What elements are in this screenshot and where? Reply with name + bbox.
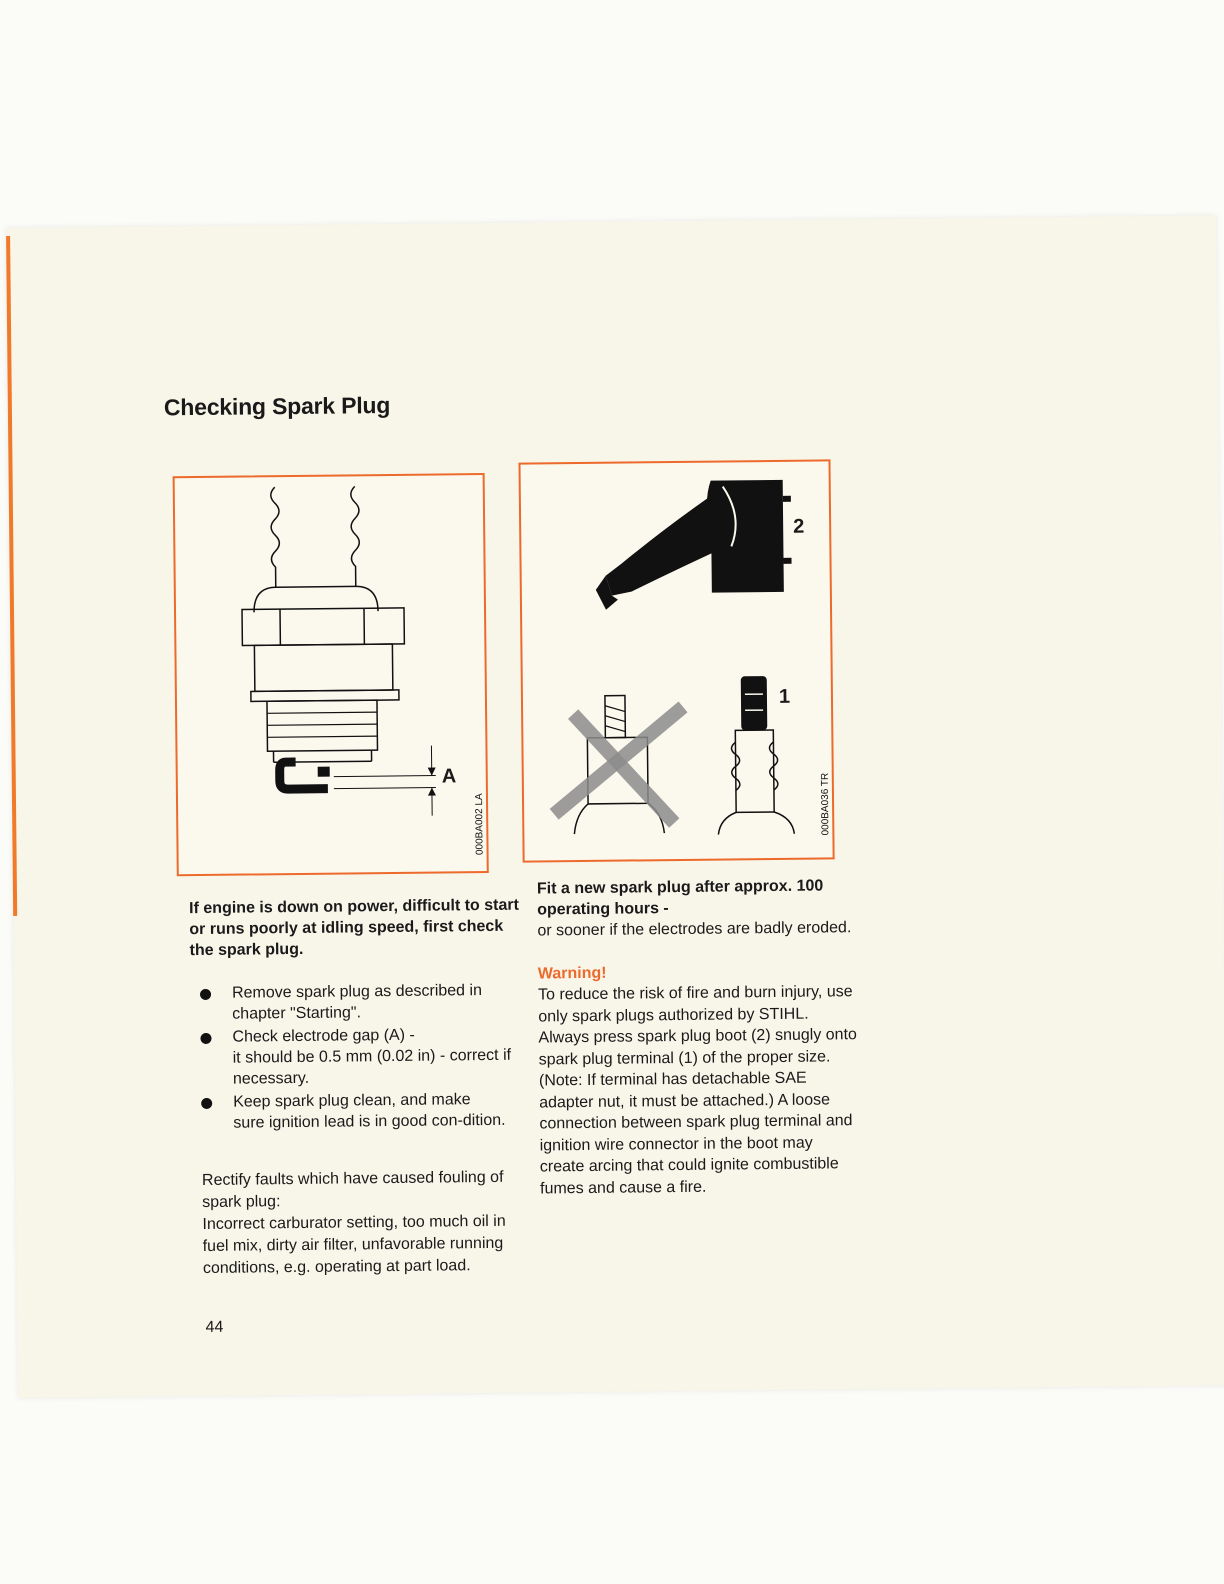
rectify-paragraph <box>202 1167 523 1280</box>
list-item: Check electrode gap (A) - it should be 0.5 mm (0.02 in) - correct if necessary. <box>196 1024 517 1090</box>
terminal-label-1: 1 <box>778 685 791 708</box>
bullet-icon <box>200 1033 211 1044</box>
lead-paragraph: If engine is down on power, difficult to start or runs poorly at idling speed, first check the spark plug. <box>189 896 519 960</box>
page-title: Checking Spark Plug <box>163 391 391 421</box>
rectify-intro: Rectify faults which have caused fouling of spark plug: <box>201 1168 504 1211</box>
right-column <box>537 875 860 1199</box>
replacement-interval: Fit a new spark plug after approx. 100 operating hours - <box>536 877 824 919</box>
warning-text: To reduce the risk of fire and burn injury, use only spark plugs authorized by STIHL. Always press spark plug boot (2) snugly onto spark plug terminal (1) of the proper size. (Note: If terminal has detachable SAE adapter nut, it must be attached.) A loose connection between spark plug terminal and ignition wire connector in the boot may create arcing that could ignite combustible fumes and cause a fire. <box>537 983 857 1197</box>
boot-label-2: 2 <box>793 515 805 538</box>
bullet-icon <box>201 1098 212 1109</box>
manual-page <box>6 215 1224 1398</box>
rectify-causes: Incorrect carburator setting, too much oil in fuel mix, dirty air filter, unfavorable running conditions, e.g. operating at part load. <box>202 1212 506 1277</box>
spark-plug-boot-figure <box>518 459 834 862</box>
bullet-list <box>196 980 518 1136</box>
spark-plug-gap-figure <box>173 473 489 876</box>
spark-plug-gap-drawing <box>175 475 487 874</box>
bullet-icon <box>200 989 211 1000</box>
figure-code: 000BA002 LA <box>473 793 486 856</box>
replacement-note: or sooner if the electrodes are badly eroded. <box>537 919 852 940</box>
spark-plug-boot-drawing <box>521 461 833 860</box>
figure-code: 000BA036 TR <box>819 772 832 836</box>
warning-heading: Warning! <box>537 964 607 983</box>
list-item: Remove spark plug as described in chapter "Starting". <box>196 980 516 1025</box>
list-item: Keep spark plug clean, and make sure ignition lead is in good con-dition. <box>197 1089 517 1134</box>
page-number: 44 <box>205 1318 224 1336</box>
page-edge-marker <box>6 236 17 916</box>
gap-label-a: A <box>441 765 457 788</box>
